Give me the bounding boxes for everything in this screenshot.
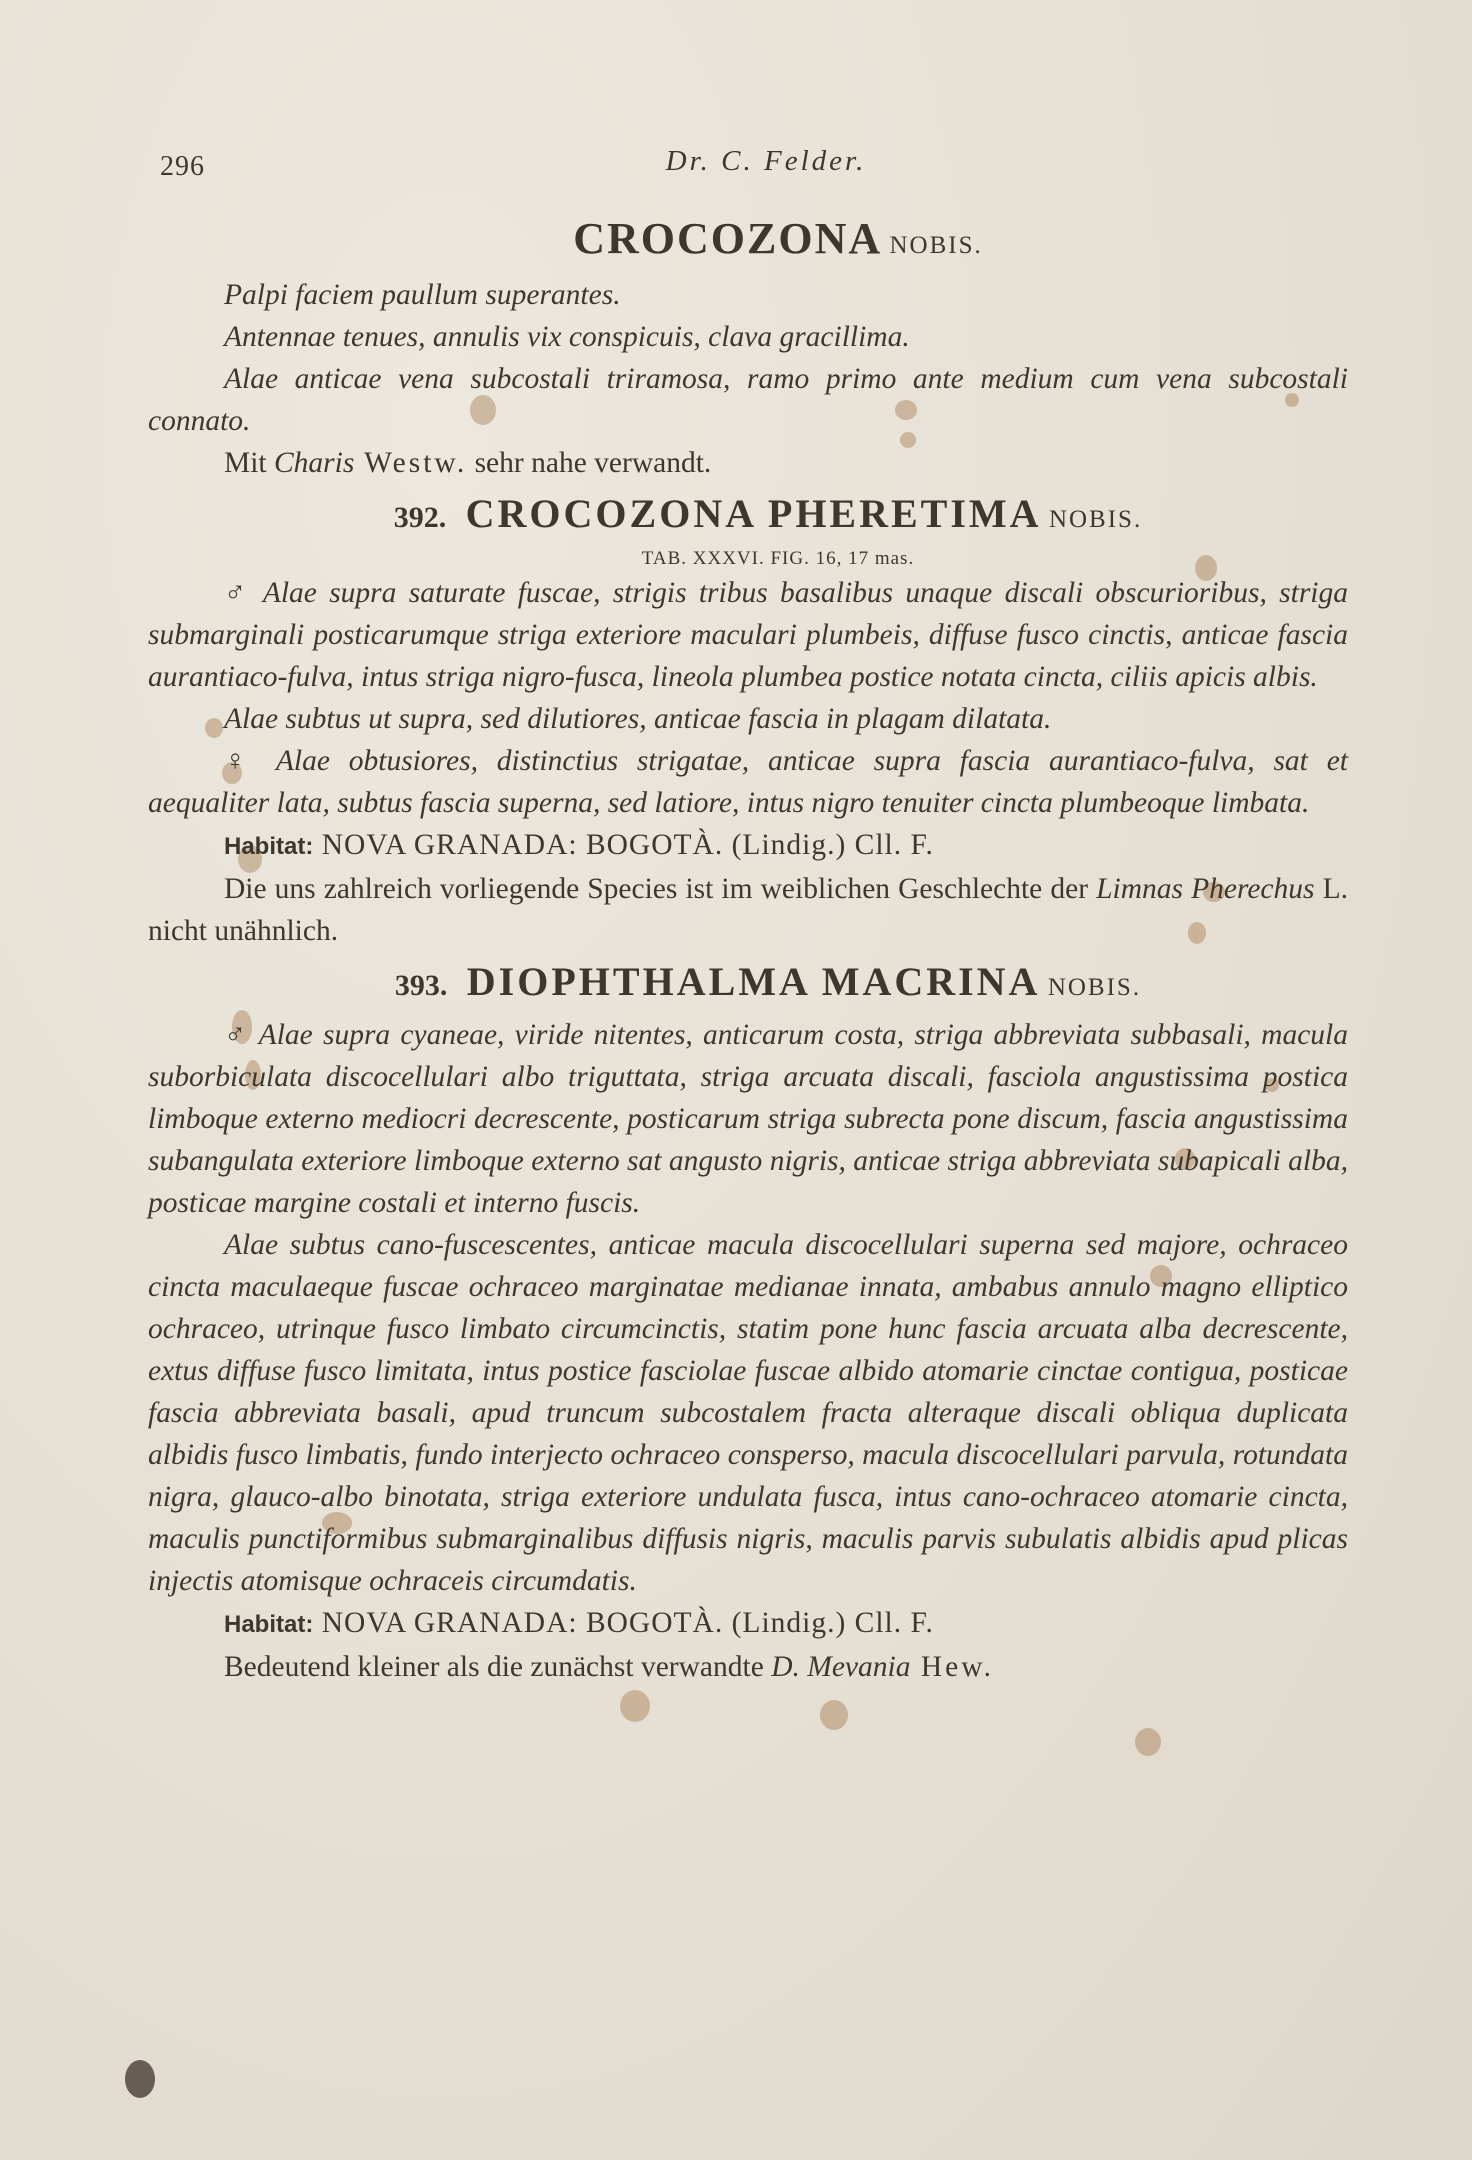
genus-diagnosis-palpi: Palpi faciem paullum superantes. [224, 279, 621, 311]
species-392-number: 392. [393, 501, 447, 534]
species-393-author: NOBIS. [1047, 974, 1142, 1001]
species-393-heading [148, 956, 1348, 1014]
species-392-habitat [148, 824, 1348, 868]
foxing-stain [820, 1700, 848, 1730]
habitat-locality: NOVA GRANADA: BOGOTÀ. (Lindig.) Cll. F. [313, 1607, 934, 1639]
species-393-name: DIOPHTHALMA MACRINA [466, 959, 1041, 1004]
species-392-author: NOBIS. [1048, 506, 1143, 533]
genus-remark-taxon: Charis [274, 447, 355, 479]
species-393-habitat [148, 1602, 1348, 1646]
remark-taxon: D. Mevania [771, 1651, 911, 1683]
plate-reference: TAB. XXXVI. FIG. 16, 17 mas. [641, 548, 915, 569]
remark-taxon: Limnas Pherechus [1096, 873, 1315, 905]
remark-text: Bedeutend kleiner als die zunächst verwandte [224, 1651, 772, 1683]
genus-remark-text: Mit [224, 447, 274, 479]
species-392-male-description: ♂ Alae supra saturate fuscae, strigis tribus basalibus unaque discali obscurioribus, striga submarginali posticarumque striga exteriore maculari plumbeis, diffuse fusco cinctis, anticae fascia aurantiaco-fulva, intus striga nigro-fusca, lineola plumbea postice notata cincta, ciliis apicis albis. [148, 577, 1348, 693]
ink-blot [125, 2060, 155, 2098]
foxing-stain [620, 1690, 650, 1722]
remark-text-end: L. nicht unähnlich. [148, 873, 1348, 947]
running-head: Dr. C. Felder. [665, 145, 867, 177]
remark-author: Hew. [910, 1651, 994, 1683]
remark-text: Die uns zahlreich vorliegende Species ist im weiblichen Geschlechte der [224, 873, 1097, 905]
habitat-label: Habitat: [224, 833, 314, 860]
genus-heading [148, 211, 1348, 274]
genus-diagnosis-antennae: Antennae tenues, annulis vix conspicuis, clava gracillima. [224, 321, 910, 353]
foxing-stain [1135, 1728, 1161, 1756]
genus-name: CROCOZONA [573, 214, 883, 263]
species-392-heading [148, 488, 1348, 546]
species-393-remark [148, 1646, 1348, 1688]
page-content [148, 205, 1348, 1688]
genus-remark [148, 442, 1348, 484]
species-393-male-description: ♂ Alae supra cyaneae, viride nitentes, anticarum costa, striga abbreviata subbasali, macula suborbiculata discocellulari albo triguttata, striga arcuata discali, fasciola angustissima postica limboque externo mediocri decrescente, posticarum striga subrecta pone discum, fascia angustissima subangulata exteriore limboque externo sat angusto nigris, anticae striga abbreviata subapicali alba, posticae margine costali et interno fuscis. [148, 1019, 1348, 1219]
species-392-name: CROCOZONA PHERETIMA [465, 491, 1042, 536]
page-number: 296 [160, 151, 205, 182]
species-393-underside-description: Alae subtus cano-fuscescentes, anticae macula discocellulari superna sed majore, ochraceo cincta maculaeque fuscae ochraceo marginatae medianae innata, ambabus annulo magno elliptico ochraceo, utrinque fusco limbato circumcinctis, statim pone hunc fascia arcuata alba decrescente, extus diffuse fusco limitata, intus postice fasciolae fuscae albido atomarie cinctae contigua, posticae fascia abbreviata basali, apud truncum subcostalem fracta alteraque discali obliqua duplicata albidis fusco limbatis, fundo interjecto ochraceo consperso, macula discocellulari parvula, rotundata nigra, glauco-albo binotata, striga exteriore undulata fusca, intus cano-ochraceo atomarie cincta, maculis punctiformibus submarginalibus diffusis nigris, maculis parvis subulatis albidis apud plicas injectis atomisque ochraceis circumdatis. [148, 1229, 1348, 1597]
page-header [150, 145, 1322, 185]
genus-author: NOBIS. [889, 232, 983, 259]
genus-diagnosis-alae: Alae anticae vena subcostali triramosa, ramo primo ante medium cum vena subcostali connato. [148, 363, 1348, 437]
genus-remark-author: Westw. [354, 447, 468, 479]
species-392-underside-description: Alae subtus ut supra, sed dilutiores, anticae fascia in plagam dilatata. [224, 703, 1052, 735]
species-393-number: 393. [394, 969, 448, 1002]
species-392-female-description: ♀ Alae obtusiores, distinctius strigatae, anticae supra fascia aurantiaco-fulva, sat et aequaliter lata, subtus fascia superna, sed latiore, intus nigro tenuiter cincta plumbeoque limbata. [148, 745, 1348, 819]
habitat-label: Habitat: [224, 1611, 314, 1638]
species-392-remark [148, 868, 1348, 952]
genus-remark-text-end: sehr nahe verwandt. [467, 447, 712, 479]
habitat-locality: NOVA GRANADA: BOGOTÀ. (Lindig.) Cll. F. [313, 829, 934, 861]
